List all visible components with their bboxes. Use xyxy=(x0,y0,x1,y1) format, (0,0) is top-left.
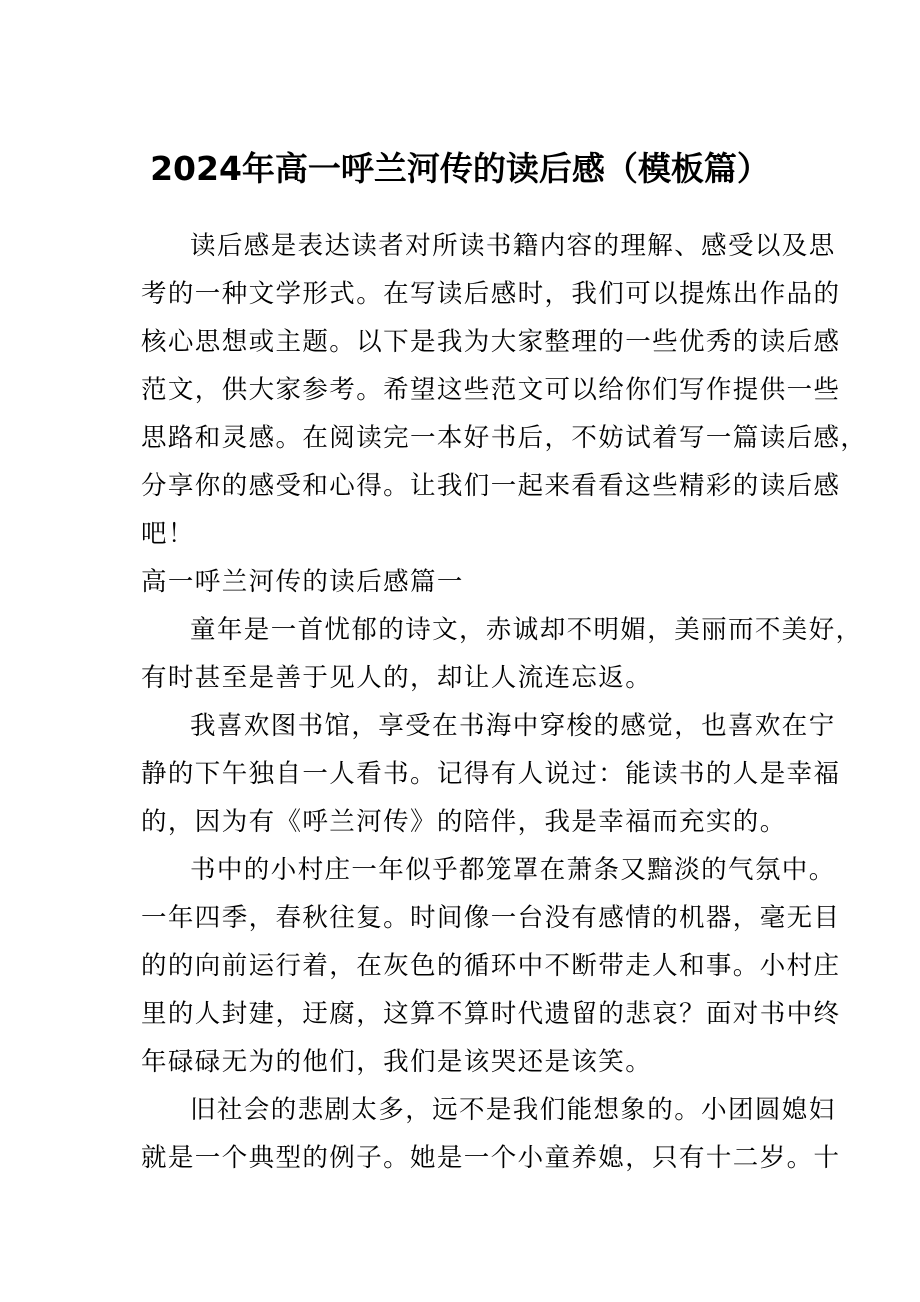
paragraph-2-line-1: 我喜欢图书馆，享受在书海中穿梭的感觉，也喜欢在宁 xyxy=(190,711,836,741)
intro-paragraph-line-2: 考的一种文学形式。在写读后感时，我们可以提炼出作品的 xyxy=(141,279,841,309)
paragraph-1-line-1: 童年是一首忧郁的诗文，赤诚却不明媚，美丽而不美好， xyxy=(190,615,863,645)
paragraph-3-line-5: 年碌碌无为的他们，我们是该哭还是该笑。 xyxy=(141,1047,653,1077)
intro-paragraph-line-3: 核心思想或主题。以下是我为大家整理的一些优秀的读后感 xyxy=(141,327,841,357)
intro-paragraph-line-6: 分享你的感受和心得。让我们一起来看看这些精彩的读后感 xyxy=(141,471,841,501)
paragraph-3-line-3: 的的向前运行着，在灰色的循环中不断带走人和事。小村庄 xyxy=(141,951,841,981)
section-heading: 高一呼兰河传的读后感篇一 xyxy=(141,567,464,597)
paragraph-3-line-4: 里的人封建，迂腐，这算不算时代遗留的悲哀？面对书中终 xyxy=(141,999,841,1029)
intro-paragraph-line-1: 读后感是表达读者对所读书籍内容的理解、感受以及思 xyxy=(190,231,836,261)
paragraph-4-line-1: 旧社会的悲剧太多，远不是我们能想象的。小团圆媳妇 xyxy=(190,1095,836,1125)
intro-paragraph-line-5: 思路和灵感。在阅读完一本好书后，不妨试着写一篇读后感， xyxy=(141,423,868,453)
document-title: 2024年高一呼兰河传的读后感（模板篇） xyxy=(150,149,770,188)
paragraph-2-line-3: 的，因为有《呼兰河传》的陪伴，我是幸福而充实的。 xyxy=(141,807,787,837)
paragraph-2-line-2: 静的下午独自一人看书。记得有人说过：能读书的人是幸福 xyxy=(141,759,841,789)
intro-paragraph-line-4: 范文，供大家参考。希望这些范文可以给你们写作提供一些 xyxy=(141,375,841,405)
intro-paragraph-line-7: 吧！ xyxy=(141,519,195,549)
paragraph-3-line-2: 一年四季，春秋往复。时间像一台没有感情的机器，毫无目 xyxy=(141,903,841,933)
paragraph-3-line-1: 书中的小村庄一年似乎都笼罩在萧条又黯淡的气氛中。 xyxy=(190,855,836,885)
paragraph-1-line-2: 有时甚至是善于见人的，却让人流连忘返。 xyxy=(141,663,653,693)
paragraph-4-line-2: 就是一个典型的例子。她是一个小童养媳，只有十二岁。十 xyxy=(141,1143,841,1173)
